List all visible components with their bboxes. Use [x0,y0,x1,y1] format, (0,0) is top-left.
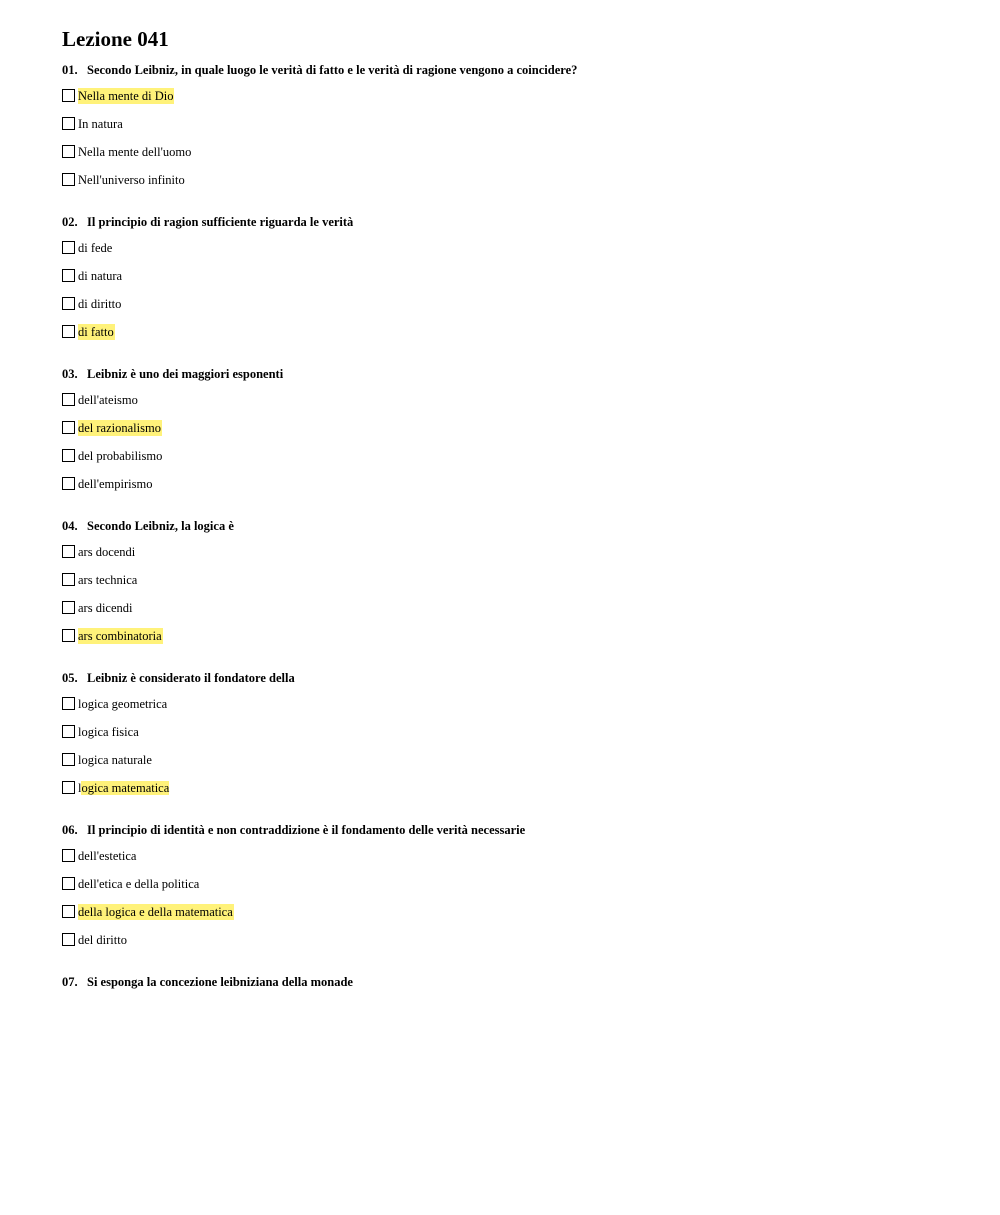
answer-text-correct: del razionalismo [78,421,161,435]
question-label: Secondo Leibniz, la logica è [87,519,234,533]
answer-text: Nella mente dell'uomo [78,145,192,159]
question-number: 01. [62,63,78,77]
answer-text-correct: della logica e della matematica [78,905,233,919]
answer-checkbox[interactable] [62,269,75,282]
answer-text: del diritto [78,933,127,947]
answer-option [62,116,962,144]
answer-text: logica naturale [78,753,152,767]
answer-text-highlight: ogica matematica [81,781,170,795]
answer-text: ars dicendi [78,601,133,615]
question-text [62,669,962,687]
question-label: Leibniz è uno dei maggiori esponenti [87,367,284,381]
document-page [62,26,962,1004]
answer-text: del probabilismo [78,449,163,463]
page-title: Lezione 041 [62,27,169,51]
question-text [62,61,962,79]
answer-checkbox[interactable] [62,781,75,794]
answer-option [62,324,962,352]
answer-option [62,780,962,808]
answer-option [62,932,962,960]
question-04 [62,517,962,656]
answer-checkbox[interactable] [62,877,75,890]
question-label: Secondo Leibniz, in quale luogo le verità di fatto e le verità di ragione vengono a coincidere? [87,63,578,77]
answer-text-correct: Nella mente di Dio [78,89,174,103]
answer-checkbox[interactable] [62,325,75,338]
answer-option [62,600,962,628]
answer-checkbox[interactable] [62,89,75,102]
answer-checkbox[interactable] [62,849,75,862]
answer-checkbox[interactable] [62,241,75,254]
question-label: Il principio di identità e non contraddizione è il fondamento delle verità necessarie [87,823,526,837]
answer-text: logica fisica [78,725,139,739]
answer-option [62,240,962,268]
answer-checkbox[interactable] [62,573,75,586]
question-05 [62,669,962,808]
answer-checkbox[interactable] [62,173,75,186]
answer-text: Nell'universo infinito [78,173,185,187]
answer-text: di fede [78,241,113,255]
answer-checkbox[interactable] [62,933,75,946]
answer-option [62,392,962,420]
answer-checkbox[interactable] [62,477,75,490]
question-01 [62,61,962,200]
question-text [62,973,962,991]
question-label: Il principio di ragion sufficiente riguarda le verità [87,215,354,229]
answer-checkbox[interactable] [62,449,75,462]
question-number: 05. [62,671,78,685]
answer-text: di diritto [78,297,122,311]
answer-text: dell'empirismo [78,477,153,491]
answer-text: ars docendi [78,545,136,559]
answer-text: di natura [78,269,123,283]
answer-text-correct: di fatto [78,325,114,339]
answer-text: In natura [78,117,123,131]
answer-checkbox[interactable] [62,601,75,614]
answer-option [62,876,962,904]
answer-option [62,144,962,172]
question-label: Si esponga la concezione leibniziana della monade [87,975,353,989]
question-02 [62,213,962,352]
question-text [62,517,962,535]
answer-checkbox[interactable] [62,629,75,642]
question-text [62,213,962,231]
answer-checkbox[interactable] [62,393,75,406]
question-text [62,365,962,383]
answer-checkbox[interactable] [62,725,75,738]
answer-option [62,88,962,116]
answer-text: dell'ateismo [78,393,138,407]
answer-option [62,448,962,476]
answer-checkbox[interactable] [62,421,75,434]
question-number: 02. [62,215,78,229]
answer-option [62,724,962,752]
answer-option [62,476,962,504]
question-text [62,821,962,839]
answer-option [62,572,962,600]
answer-option [62,628,962,656]
answer-checkbox[interactable] [62,905,75,918]
answer-text: dell'estetica [78,849,137,863]
answer-checkbox[interactable] [62,753,75,766]
question-label: Leibniz è considerato il fondatore della [87,671,295,685]
answer-option [62,268,962,296]
answer-checkbox[interactable] [62,697,75,710]
answer-option [62,420,962,448]
answer-checkbox[interactable] [62,297,75,310]
question-03 [62,365,962,504]
answer-option [62,848,962,876]
answer-option [62,296,962,324]
answer-option [62,172,962,200]
question-06 [62,821,962,960]
answer-option [62,696,962,724]
answer-text-prefix: l [78,781,82,795]
answer-option [62,544,962,572]
answer-checkbox[interactable] [62,117,75,130]
question-07 [62,973,962,991]
question-number: 04. [62,519,78,533]
answer-option [62,904,962,932]
answer-text: logica geometrica [78,697,168,711]
question-number: 07. [62,975,78,989]
answer-checkbox[interactable] [62,145,75,158]
answer-text-correct [78,780,170,796]
answer-option [62,752,962,780]
answer-text-correct: ars combinatoria [78,629,162,643]
question-number: 03. [62,367,78,381]
answer-checkbox[interactable] [62,545,75,558]
question-number: 06. [62,823,78,837]
answer-text: ars technica [78,573,138,587]
answer-text: dell'etica e della politica [78,877,200,891]
